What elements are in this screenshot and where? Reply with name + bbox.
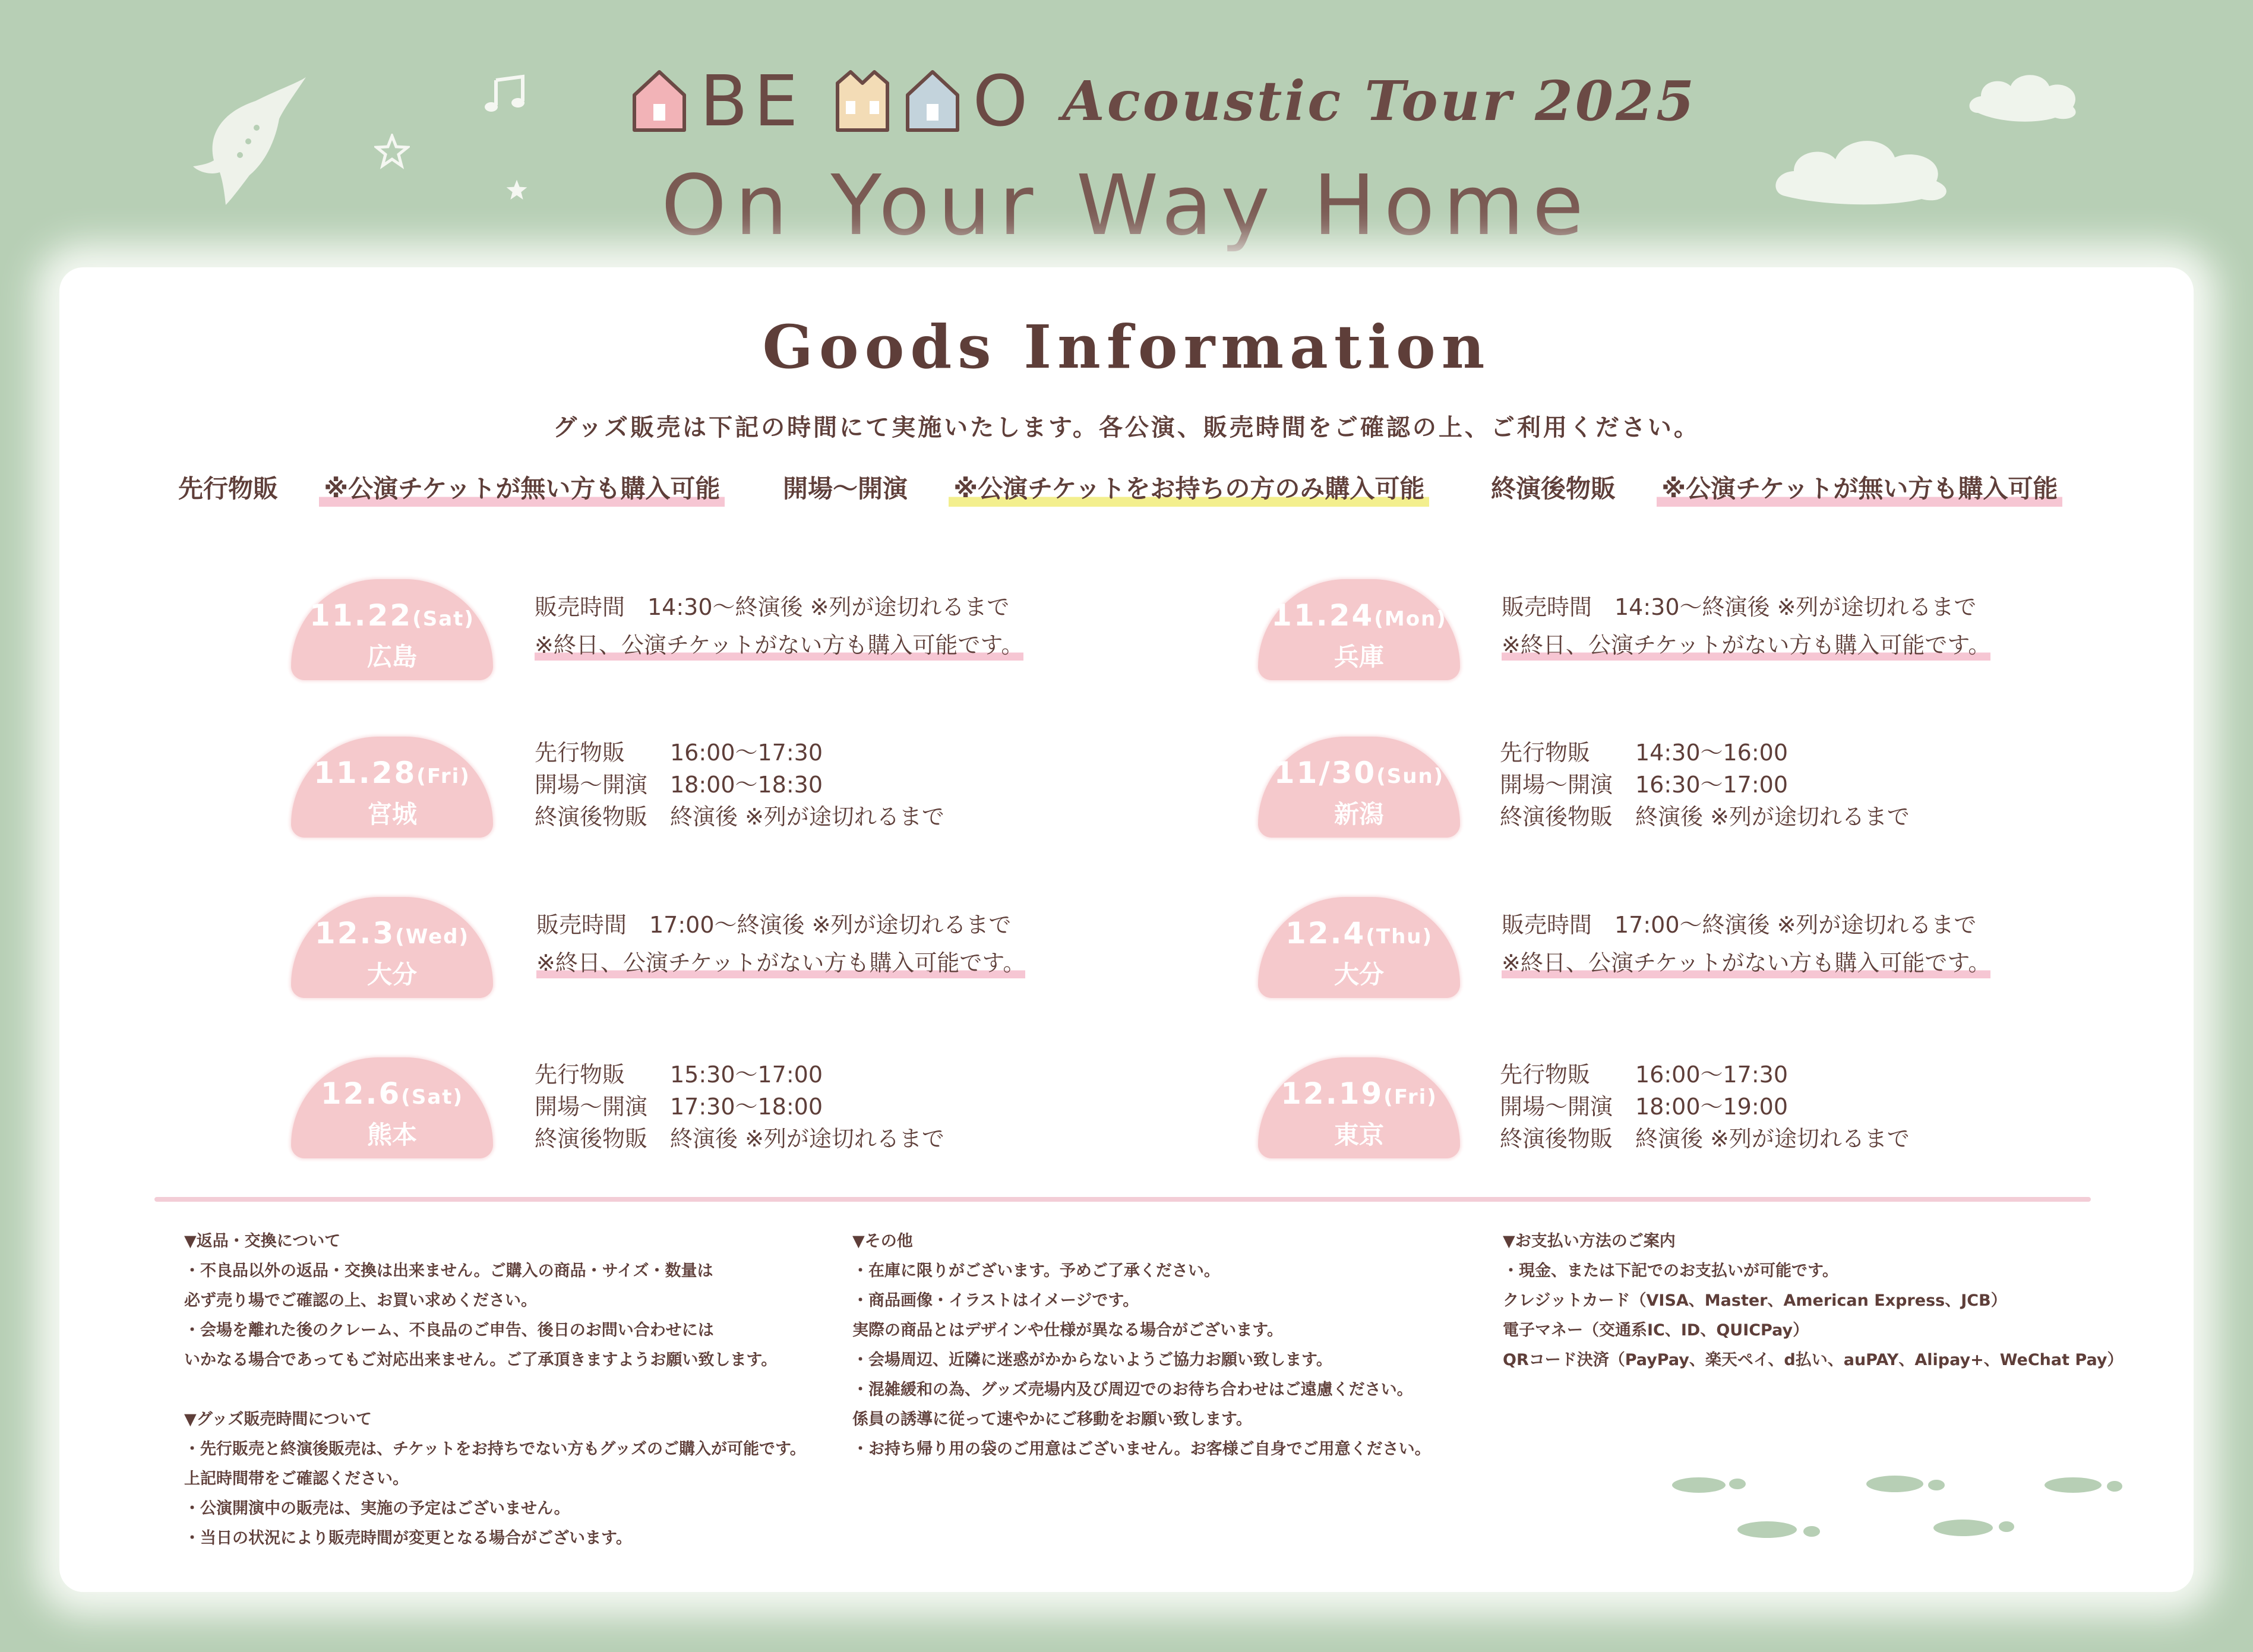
badge-date: 11.24: [1271, 598, 1374, 633]
badge-city: 新潟: [1334, 800, 1384, 829]
pink-house-icon: [630, 68, 689, 134]
header: [0, 0, 2253, 261]
info-line: 終演後物販 終演後 ※列が途切れるまで: [1500, 1126, 1910, 1152]
legend-label: 開場〜開演: [783, 474, 908, 503]
badge-weekday: (Wed): [395, 925, 470, 949]
badge-date: 11.22: [309, 598, 413, 633]
legend-item-presale: [178, 469, 725, 505]
legend-note: ※公演チケットが無い方も購入可能: [1657, 474, 2062, 507]
badge-date: 12.3: [314, 916, 396, 950]
info-line: 開場〜開演 18:00〜18:30: [535, 772, 823, 798]
schedule-info: [536, 909, 1025, 979]
badge-weekday: (Thu): [1366, 925, 1433, 949]
info-line: 終演後物販 終演後 ※列が途切れるまで: [535, 804, 944, 830]
badge-weekday: (Fri): [416, 765, 470, 788]
badge-weekday: (Mon): [1374, 607, 1447, 631]
badge-date: 12.19: [1281, 1076, 1384, 1111]
info-line: 先行物販 15:30〜17:00: [535, 1062, 823, 1088]
section-divider: [154, 1197, 2091, 1202]
music-note-icon: [481, 74, 529, 116]
badge-weekday: (Fri): [1383, 1085, 1437, 1109]
cloud-icon: [1966, 65, 2085, 125]
badge-city: 広島: [366, 642, 417, 671]
schedule-info: [1502, 909, 1990, 979]
note-line: ・混雑緩和の為、グッズ売場内及び周辺でのお待ち合わせはご遠慮ください。: [852, 1381, 1413, 1399]
goods-intro: グッズ販売は下記の時間にて実施いたします。各公演、販売時間をご確認の上、ご利用ください。: [553, 414, 1700, 441]
note-line: ・公演開演中の販売は、実施の予定はございません。: [184, 1499, 570, 1518]
logo-letters-o: O: [972, 60, 1034, 142]
info-line: 販売時間 14:30〜終演後 ※列が途切れるまで: [1502, 594, 1977, 620]
note-line: ・当日の状況により販売時間が変更となる場合がございます。: [184, 1529, 632, 1547]
info-line: ※終日、公演チケットがない方も購入可能です。: [1502, 632, 1990, 661]
note-line: 必ず売り場でご確認の上、お買い求めください。: [184, 1291, 537, 1310]
badge-city: 大分: [1334, 960, 1384, 989]
note-line: ・お持ち帰り用の袋のご用意はございません。お客様ご自身でご用意ください。: [852, 1440, 1431, 1458]
badge-city: 東京: [1334, 1120, 1384, 1149]
legend-item-after-show: [1491, 469, 2062, 505]
logo-letters-be: BE: [700, 60, 804, 142]
info-line: ※終日、公演チケットがない方も購入可能です。: [535, 632, 1023, 661]
badge-city: 大分: [366, 960, 417, 989]
info-line: 開場〜開演 16:30〜17:00: [1500, 772, 1789, 798]
info-line: 販売時間 17:00〜終演後 ※列が途切れるまで: [1502, 912, 1977, 938]
note-heading: ▼その他: [852, 1232, 913, 1250]
schedule-info: [1500, 1059, 1910, 1155]
info-line: 開場〜開演 17:30〜18:00: [535, 1094, 823, 1120]
info-line: 先行物販 16:00〜17:30: [535, 740, 823, 766]
note-line: ・在庫に限りがございます。予めご了承ください。: [852, 1262, 1220, 1280]
badge-city: 熊本: [366, 1120, 417, 1149]
schedule-info: [1500, 737, 1910, 833]
badge-city: 宮城: [366, 800, 417, 829]
legend-label: 先行物販: [178, 474, 279, 503]
badge-weekday: (Sun): [1376, 765, 1445, 788]
schedule-info: [1502, 591, 1990, 661]
badge-city: 兵庫: [1334, 642, 1384, 671]
info-line: 先行物販 16:00〜17:30: [1500, 1062, 1789, 1088]
info-line: 先行物販 14:30〜16:00: [1500, 740, 1789, 766]
badge-date: 11/30: [1274, 756, 1377, 790]
note-line: ・商品画像・イラストはイメージです。: [852, 1291, 1139, 1310]
tour-title: On Your Way Home: [661, 157, 1592, 254]
legend-label: 終演後物販: [1491, 474, 1616, 503]
info-line: ※終日、公演チケットがない方も購入可能です。: [1502, 950, 1990, 978]
note-heading: ▼お支払い方法のご案内: [1503, 1232, 1676, 1250]
notes-returns-and-hours: [184, 1227, 806, 1553]
note-line: いかなる場合であってもご対応出来ません。ご了承頂きますようお願い致します。: [184, 1351, 778, 1369]
note-line: ・会場周辺、近隣に迷惑がかからないようご協力お願い致します。: [852, 1351, 1332, 1369]
note-line: QRコード決済（PayPay、楽天ペイ、d払い、auPAY、Alipay+、WeChat Pay）: [1503, 1351, 2124, 1369]
badge-date: 12.6: [320, 1076, 402, 1111]
note-line: 実際の商品とはデザインや仕様が異なる場合がございます。: [852, 1321, 1283, 1340]
note-line: 電子マネー（交通系IC、ID、QUICPay）: [1503, 1321, 1809, 1340]
tour-name: Acoustic Tour 2025: [1062, 69, 1697, 133]
info-line: ※終日、公演チケットがない方も購入可能です。: [536, 950, 1025, 978]
info-line: 終演後物販 終演後 ※列が途切れるまで: [535, 1126, 944, 1152]
badge-date: 11.28: [314, 756, 417, 790]
note-heading: ▼グッズ販売時間について: [184, 1410, 372, 1429]
info-line: 販売時間 17:00〜終演後 ※列が途切れるまで: [536, 912, 1012, 938]
note-line: ・会場を離れた後のクレーム、不良品のご申告、後日のお問い合わせには: [184, 1321, 714, 1340]
notes-payment: [1503, 1227, 2123, 1375]
badge-weekday: (Sat): [401, 1085, 464, 1109]
goods-title: Goods Information: [762, 312, 1491, 382]
note-line: ・不良品以外の返品・交換は出来ません。ご購入の商品・サイズ・数量は: [184, 1262, 713, 1280]
notes-other: [852, 1227, 1431, 1464]
badge-date: 12.4: [1285, 916, 1366, 950]
schedule-info: [535, 1059, 944, 1155]
info-line: 開場〜開演 18:00〜19:00: [1500, 1094, 1789, 1120]
note-line: ・現金、または下記でのお支払いが可能です。: [1503, 1262, 1838, 1280]
legend-note: ※公演チケットをお持ちの方のみ購入可能: [949, 474, 1429, 507]
note-line: 上記時間帯をご確認ください。: [184, 1470, 409, 1488]
note-line: クレジットカード（VISA、Master、American Express、JCB）: [1503, 1291, 2007, 1310]
info-line: 終演後物販 終演後 ※列が途切れるまで: [1500, 804, 1910, 830]
note-line: ・先行販売と終演後販売は、チケットをお持ちでない方もグッズのご購入が可能です。: [184, 1440, 806, 1458]
grass-decoration-icon: [1663, 1467, 2126, 1550]
legend-note: ※公演チケットが無い方も購入可能: [319, 474, 725, 507]
blue-house-icon: [903, 68, 962, 134]
legend-item-doors: [783, 469, 1429, 505]
tour-logo: [630, 56, 1696, 146]
schedule-info: [535, 591, 1023, 661]
note-line: 係員の誘導に従って速やかにご移動をお願い致します。: [852, 1410, 1252, 1429]
info-line: 販売時間 14:30〜終演後 ※列が途切れるまで: [535, 594, 1010, 620]
yellow-house-icon: [833, 68, 892, 134]
badge-weekday: (Sat): [412, 607, 475, 631]
note-heading: ▼返品・交換について: [184, 1232, 341, 1250]
schedule-info: [535, 737, 944, 833]
